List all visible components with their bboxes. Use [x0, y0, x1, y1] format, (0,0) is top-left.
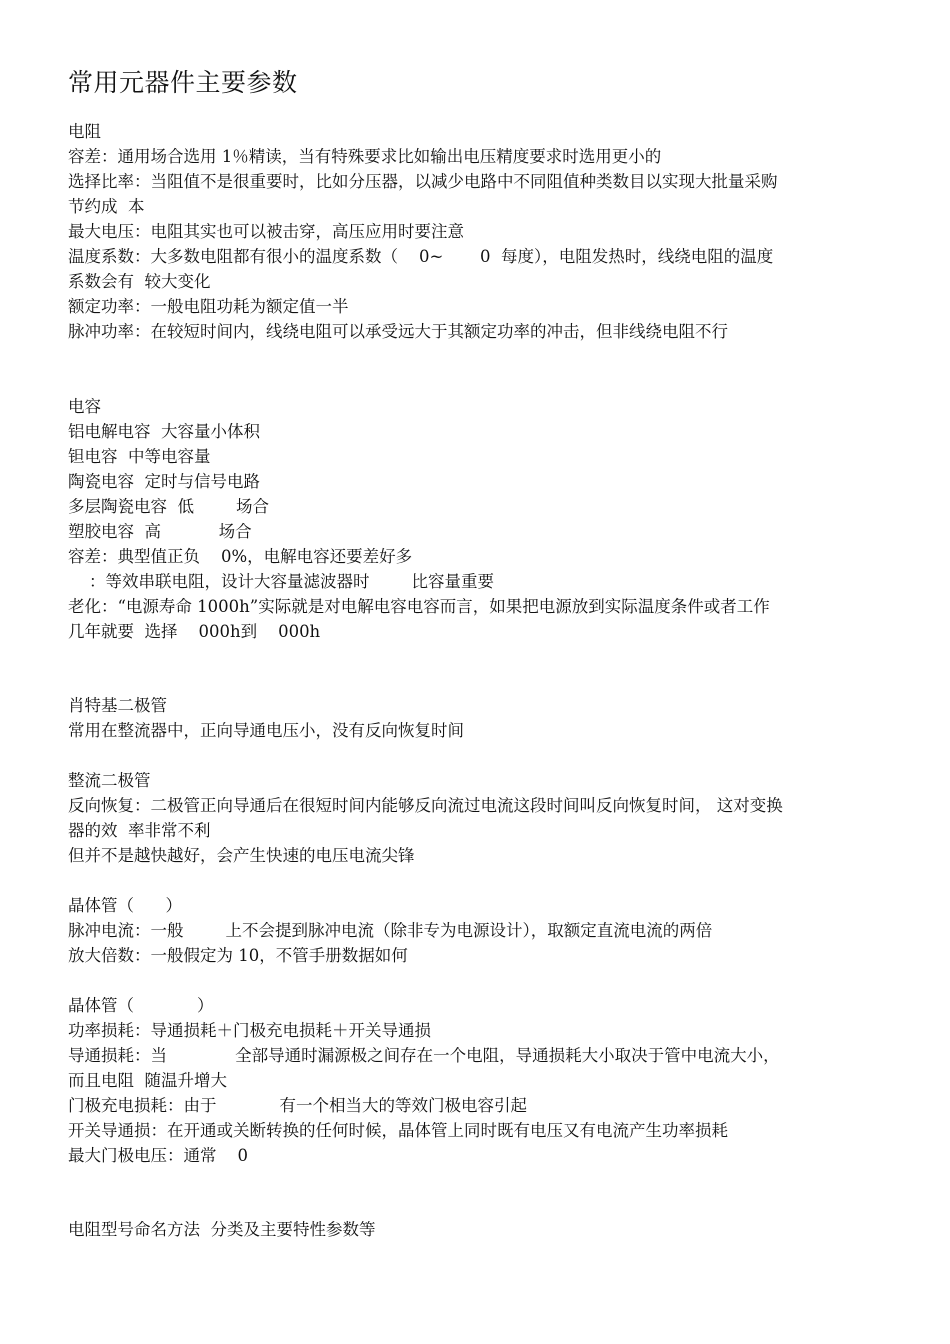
mosfet-line-switching-loss: 开关导通损：在开通或关断转换的任何时候，晶体管上同时既有电压又有电流产生功率损耗	[68, 1121, 728, 1140]
resistor-line-rated-power: 额定功率：一般电阻功耗为额定值一半	[68, 297, 349, 316]
capacitor-line-tantalum: 钽电容 中等电容量	[68, 447, 211, 466]
section-heading-transistor-mosfet: 晶体管（ ）	[68, 996, 214, 1015]
mosfet-line-gate-charge-loss: 门极充电损耗：由于 有一个相当大的等效门极电容引起	[68, 1096, 527, 1115]
resistor-line-temp-coef-cont: 系数会有 较大变化	[68, 272, 211, 291]
section-heading-transistor-bjt: 晶体管（ ）	[68, 896, 182, 915]
capacitor-line-ceramic: 陶瓷电容 定时与信号电路	[68, 472, 260, 491]
mosfet-line-power-loss: 功率损耗：导通损耗＋门极充电损耗＋开关导通损	[68, 1021, 431, 1040]
page-title: 常用元器件主要参数	[68, 68, 298, 97]
rectifier-line-reverse-recovery-cont: 器的效 率非常不利	[68, 821, 211, 840]
mosfet-line-conduction-loss: 导通损耗：当 全部导通时漏源极之间存在一个电阻，导通损耗大小取决于管中电流大小，	[68, 1046, 780, 1065]
mosfet-line-max-gate-voltage: 最大门极电压：通常 0	[68, 1146, 248, 1165]
section-heading-rectifier: 整流二极管	[68, 771, 151, 790]
capacitor-line-aluminum: 铝电解电容 大容量小体积	[68, 422, 260, 441]
resistor-line-pulse-power: 脉冲功率：在较短时间内，线绕电阻可以承受远大于其额定功率的冲击，但非线绕电阻不行	[68, 322, 728, 341]
section-heading-schottky: 肖特基二极管	[68, 696, 167, 715]
capacitor-line-aging: 老化：“电源寿命 1000h”实际就是对电解电容电容而言，如果把电源放到实际温度条件或者工作	[68, 597, 770, 616]
resistor-line-tolerance: 容差：通用场合选用 1％精读，当有特殊要求比如输出电压精度要求时选用更小的	[68, 147, 662, 166]
capacitor-line-plastic: 塑胶电容 高 场合	[68, 522, 252, 541]
section-heading-capacitor: 电容	[68, 397, 101, 416]
bjt-line-gain: 放大倍数：一般假定为 10，不管手册数据如何	[68, 946, 408, 965]
capacitor-line-tolerance: 容差：典型值正负 0%，电解电容还要差好多	[68, 547, 413, 566]
capacitor-line-mlcc: 多层陶瓷电容 低 场合	[68, 497, 269, 516]
resistor-line-ratio-cont: 节约成 本	[68, 197, 145, 216]
section-heading-resistor: 电阻	[68, 122, 101, 141]
section-heading-resistor-naming: 电阻型号命名方法 分类及主要特性参数等	[68, 1220, 376, 1239]
resistor-line-max-voltage: 最大电压：电阻其实也可以被击穿，高压应用时要注意	[68, 222, 464, 241]
schottky-line-usage: 常用在整流器中，正向导通电压小，没有反向恢复时间	[68, 721, 464, 740]
bjt-line-pulse-current: 脉冲电流：一般 上不会提到脉冲电流（除非专为电源设计），取额定直流电流的两倍	[68, 921, 713, 940]
mosfet-line-conduction-loss-cont: 而且电阻 随温升增大	[68, 1071, 227, 1090]
capacitor-line-esr: ：等效串联电阻，设计大容量滤波器时 比容量重要	[68, 572, 494, 591]
resistor-line-ratio: 选择比率：当阻值不是很重要时，比如分压器，以减少电路中不同阻值种类数目以实现大批量采购	[68, 172, 778, 191]
rectifier-line-reverse-recovery: 反向恢复：二极管正向导通后在很短时间内能够反向流过电流这段时间叫反向恢复时间， 这对变换	[68, 796, 783, 815]
capacitor-line-aging-cont: 几年就要 选择 000h到 000h	[68, 622, 321, 641]
resistor-line-temp-coef: 温度系数：大多数电阻都有很小的温度系数（ 0~ 0 每度），电阻发热时，线绕电阻的温度	[68, 247, 774, 266]
rectifier-line-note: 但并不是越快越好，会产生快速的电压电流尖锋	[68, 846, 415, 865]
